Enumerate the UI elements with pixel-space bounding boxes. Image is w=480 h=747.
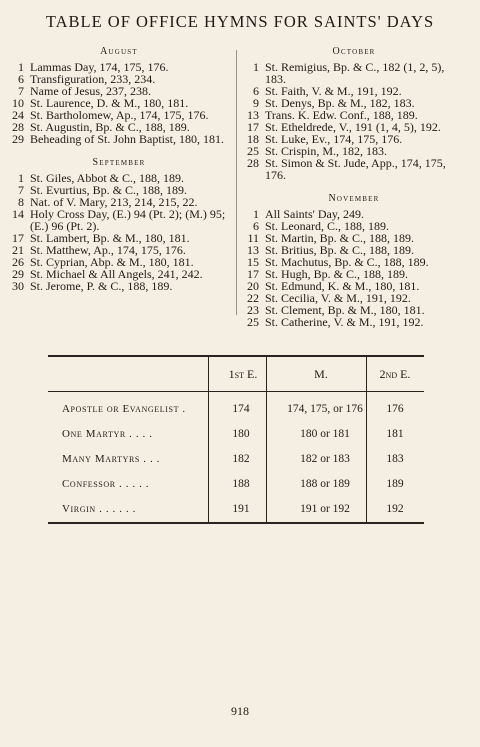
hymn-entry-text: St. Edmund, K. & M., 180, 181. [265,279,420,293]
day-number: 24 [12,108,24,122]
hymn-entry-text: St. Matthew, Ap., 174, 175, 176. [30,243,186,257]
hymn-entry-text: St. Jerome, P. & C., 188, 189. [30,279,173,293]
mattins-cell: 191 or 192 [300,503,350,515]
hymn-entry-text: St. Cecilia, V. & M., 191, 192. [265,291,411,305]
october-list [243,61,465,181]
row-label: One Martyr . . . . [62,428,153,440]
first-evensong-cell: 191 [232,503,250,515]
second-evensong-cell: 176 [386,403,404,415]
hymn-entry-text: Name of Jesus, 237, 238. [30,84,151,98]
hymn-table [48,355,424,524]
mattins-cell: 174, 175, or 176 [287,403,363,415]
day-number: 13 [247,108,259,122]
month-heading-august: August [100,46,138,57]
hymn-entry-text: St. Clement, Bp. & M., 180, 181. [265,303,425,317]
day-number: 6 [253,219,259,233]
month-heading-september: September [92,157,146,168]
month-heading-november: November [328,193,380,204]
hymn-entry-text: Nat. of V. Mary, 213, 214, 215, 22. [30,195,198,209]
hymn-entry-text: St. Augustin, Bp. & C., 188, 189. [30,120,190,134]
hymn-entry-text: St. Bartholomew, Ap., 174, 175, 176. [30,108,209,122]
day-number: 21 [12,243,24,257]
table-header-row [48,357,424,392]
day-number: 1 [18,171,24,185]
month-heading-october: October [332,46,376,57]
second-evensong-cell: 192 [386,503,404,515]
hymn-entry-text: Transfiguration, 233, 234. [30,72,156,86]
hymn-entry-text: St. Remigius, Bp. & C., 182 (1, 2, 5), 183. [265,60,445,86]
list-item [8,280,230,292]
mattins-cell: 182 or 183 [300,453,350,465]
day-number: 14 [12,207,24,221]
row-label: Confessor . . . . . [62,478,150,490]
day-number: 15 [247,255,259,269]
hymn-entry-text: St. Giles, Abbot & C., 188, 189. [30,171,185,185]
hymn-entry-text: Lammas Day, 174, 175, 176. [30,60,169,74]
page-number: 918 [231,704,249,718]
september-list [8,172,230,292]
list-item [8,133,230,145]
day-number: 29 [12,132,24,146]
hymn-entry-text: St. Martin, Bp. & C., 188, 189. [265,231,415,245]
list-item [8,208,230,232]
day-number: 17 [247,267,259,281]
first-evensong-cell: 174 [232,403,250,415]
hymn-entry-text: St. Lambert, Bp. & M., 180, 181. [30,231,190,245]
day-number: 7 [18,84,24,98]
list-item [243,316,465,328]
hymn-entry-text: St. Denys, Bp. & M., 182, 183. [265,96,415,110]
hymn-entry-text: St. Britius, Bp. & C., 188, 189. [265,243,415,257]
day-number: 7 [18,183,24,197]
table-row [48,399,424,421]
header-mattins: M. [314,367,328,381]
day-number: 1 [253,207,259,221]
hymn-entry-text: St. Etheldrede, V., 191 (1, 4, 5), 192. [265,120,441,134]
day-number: 22 [247,291,259,305]
hymn-entry-text: St. Hugh, Bp. & C., 188, 189. [265,267,409,281]
day-number: 13 [247,243,259,257]
header-second-evensong: 2nd E. [379,367,411,381]
day-number: 18 [247,132,259,146]
day-number: 25 [247,315,259,329]
hymn-entry-text: St. Leonard, C., 188, 189. [265,219,389,233]
second-evensong-cell: 181 [386,428,404,440]
page-title: TABLE OF OFFICE HYMNS FOR SAINTS' DAYS [45,12,435,31]
row-label: Virgin . . . . . . [62,503,136,515]
day-number: 17 [247,120,259,134]
left-column [8,46,230,292]
day-number: 25 [247,144,259,158]
hymn-entry-text: St. Luke, Ev., 174, 175, 176. [265,132,403,146]
hymn-entry-text: St. Faith, V. & M., 191, 192. [265,84,402,98]
hymn-entry-text: Trans. K. Edw. Conf., 188, 189. [265,108,418,122]
day-number: 1 [253,60,259,74]
hymn-entry-text: St. Crispin, M., 182, 183. [265,144,388,158]
header-first-evensong: 1st E. [228,367,258,381]
november-list [243,208,465,328]
hymn-entry-text: St. Michael & All Angels, 241, 242. [30,267,203,281]
list-item [243,61,465,85]
table-row [48,449,424,471]
hymn-entry-text: Holy Cross Day, (E.) 94 (Pt. 2); (M.) 95; (E.) 96 (Pt. 2). [30,207,226,233]
day-number: 28 [247,156,259,170]
day-number: 30 [12,279,24,293]
table-row [48,474,424,496]
hymn-entry-text: St. Catherine, V. & M., 191, 192. [265,315,424,329]
day-number: 1 [18,60,24,74]
first-evensong-cell: 182 [232,453,250,465]
table-row [48,424,424,446]
day-number: 29 [12,267,24,281]
column-divider [236,50,237,315]
day-number: 6 [18,72,24,86]
day-number: 11 [247,231,259,245]
hymn-entry-text: St. Evurtius, Bp. & C., 188, 189. [30,183,188,197]
second-evensong-cell: 183 [386,453,404,465]
table-row [48,499,424,521]
day-number: 26 [12,255,24,269]
day-number: 8 [18,195,24,209]
mattins-cell: 188 or 189 [300,478,350,490]
day-number: 17 [12,231,24,245]
row-label: Many Martyrs . . . [62,453,161,465]
first-evensong-cell: 188 [232,478,250,490]
august-list [8,61,230,145]
hymn-entry-text: St. Simon & St. Jude, App., 174, 175, 176. [265,156,446,182]
day-number: 10 [12,96,24,110]
day-number: 20 [247,279,259,293]
first-evensong-cell: 180 [232,428,250,440]
mattins-cell: 180 or 181 [300,428,350,440]
hymn-entry-text: All Saints' Day, 249. [265,207,365,221]
hymn-entry-text: St. Cyprian, Abp. & M., 180, 181. [30,255,194,269]
hymn-entry-text: St. Machutus, Bp. & C., 188, 189. [265,255,429,269]
day-number: 9 [253,96,259,110]
day-number: 28 [12,120,24,134]
second-evensong-cell: 189 [386,478,404,490]
hymn-entry-text: Beheading of St. John Baptist, 180, 181. [30,132,224,146]
list-item [243,157,465,181]
right-column [243,46,465,328]
row-label: Apostle or Evangelist . [62,403,186,415]
day-number: 6 [253,84,259,98]
day-number: 23 [247,303,259,317]
hymn-entry-text: St. Laurence, D. & M., 180, 181. [30,96,189,110]
